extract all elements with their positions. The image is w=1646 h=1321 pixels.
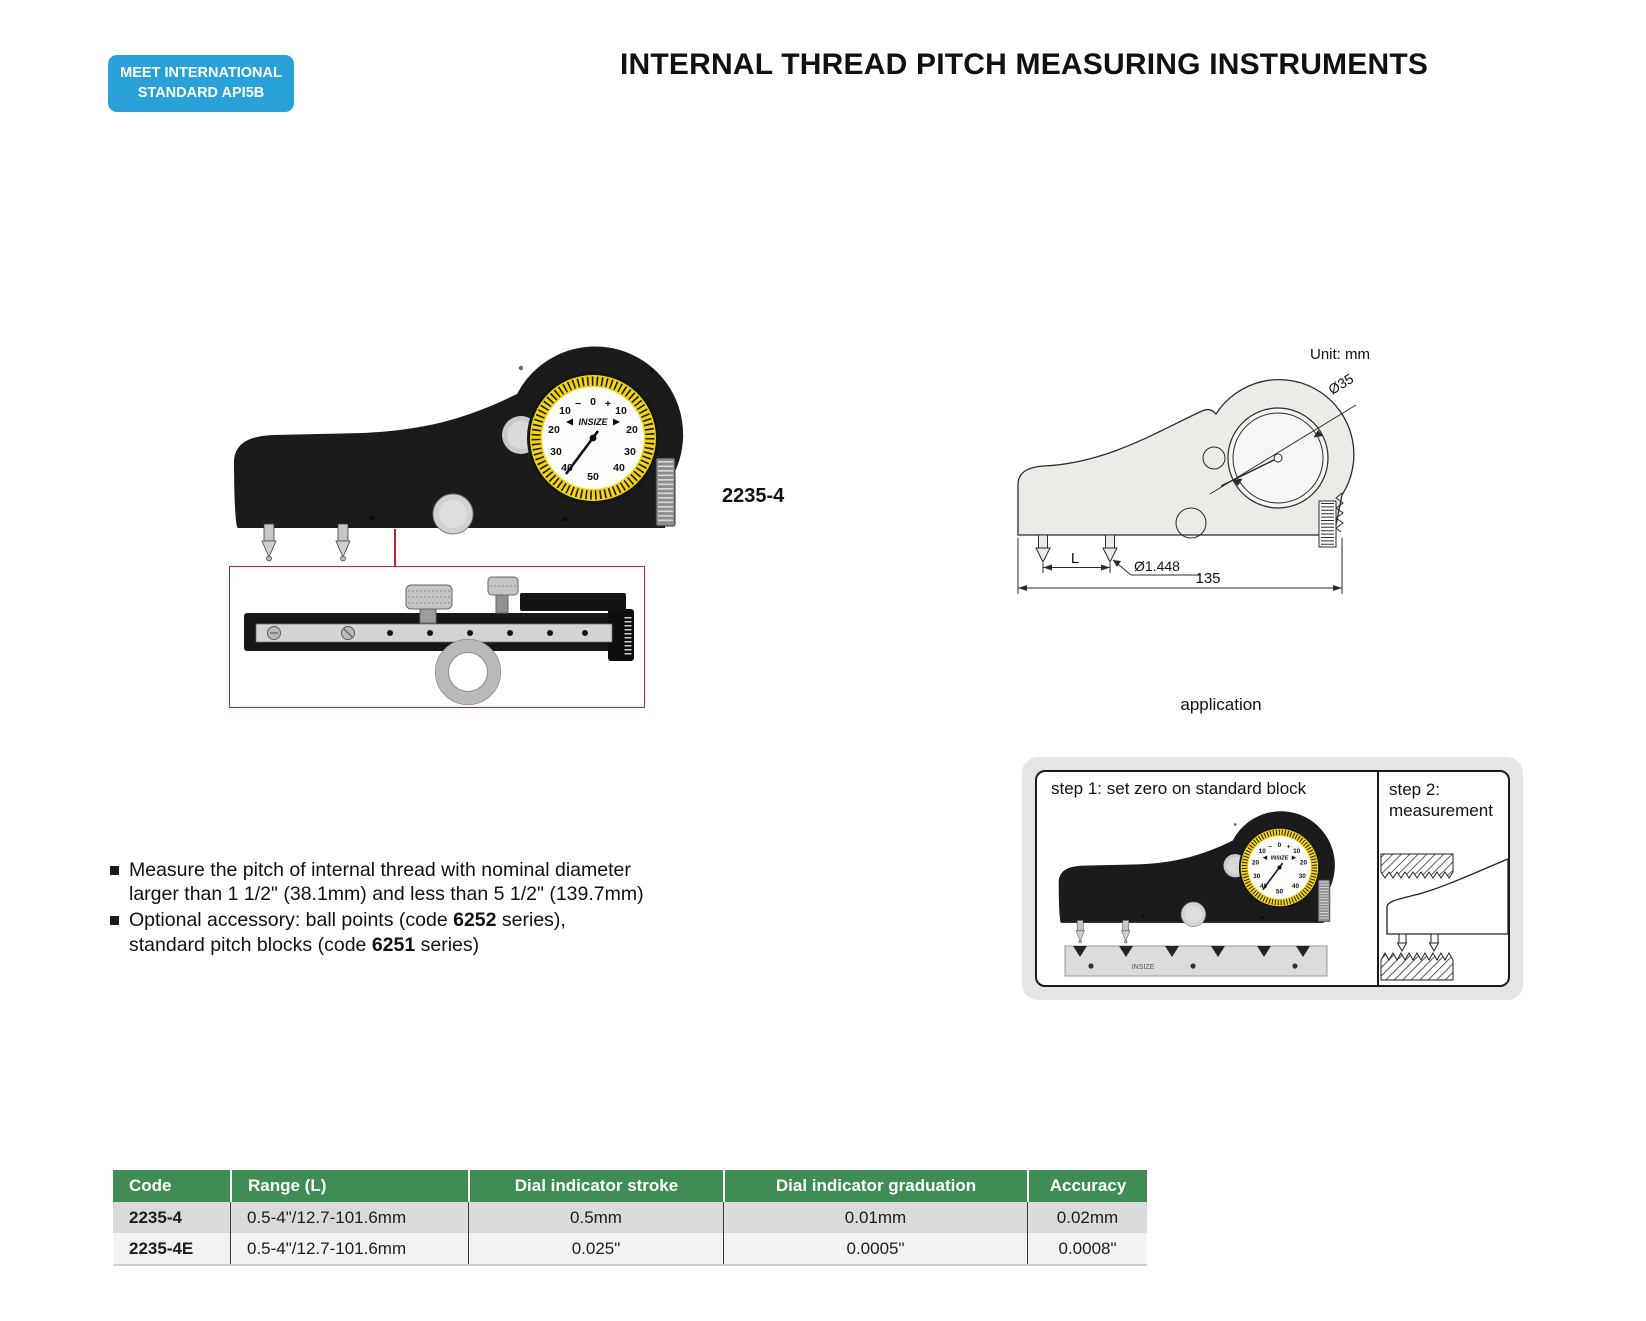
step1-label: step 1: set zero on standard block [1051,779,1307,798]
lower-thread-block [1381,953,1453,980]
unit-label: Unit: mm [1310,346,1370,363]
table-header-row [113,1170,1147,1202]
feature-list [110,858,730,959]
callout-connector-line [394,529,396,567]
step2-label: step 2: measurement [1389,780,1493,821]
col-header-code: Code [113,1170,230,1202]
dim-overall-length: 135 [1195,570,1221,587]
col-header-stroke: Dial indicator stroke [468,1170,723,1202]
small-knob [488,577,518,613]
dim-dial-diameter: Ø35 [1325,370,1357,398]
col-header-range: Range (L) [230,1170,468,1202]
application-box [1022,757,1523,1000]
standard-block [1065,946,1327,976]
cell-code: 2235-4 [113,1202,230,1233]
upper-thread-block [1381,854,1453,878]
table-row [113,1233,1147,1264]
col-header-graduation: Dial indicator graduation [723,1170,1027,1202]
cell-code: 2235-4E [113,1233,230,1264]
cell-range: 0.5-4"/12.7-101.6mm [230,1202,468,1233]
accessory-photo [230,567,643,706]
step2-illustration [1379,774,1510,985]
cell-graduation: 0.0005" [723,1233,1027,1264]
cell-accuracy: 0.0008" [1027,1233,1147,1264]
cell-stroke: 0.025" [468,1233,723,1264]
page-title: INTERNAL THREAD PITCH MEASURING INSTRUMENTS [620,48,1429,81]
product-code-label: 2235-4 [722,485,785,507]
dim-tip-diameter: Ø1.448 [1134,558,1180,574]
list-item: Optional accessory: ball points (code 6252 series), standard pitch blocks (code 6251 series) [110,908,730,956]
standard-badge [108,55,294,112]
table-row [113,1202,1147,1233]
block-brand: INSIZE [1131,964,1155,971]
cell-range: 0.5-4"/12.7-101.6mm [230,1233,468,1264]
badge-line2: STANDARD API5B [137,84,265,101]
step1-illustration [1043,806,1368,983]
cell-accuracy: 0.02mm [1027,1202,1147,1233]
col-header-accuracy: Accuracy [1027,1170,1147,1202]
accessory-callout-box [229,566,645,708]
application-heading: application [1180,695,1262,714]
application-panel [1035,770,1510,987]
bullet-icon [110,916,119,925]
list-item: Measure the pitch of internal thread with nominal diameter larger than 1 1/2" (38.1mm) and less than 5 1/2" (139.7mm) [110,858,730,906]
cell-stroke: 0.5mm [468,1202,723,1233]
spec-table [113,1170,1147,1266]
dim-L: L [1070,550,1080,567]
badge-line1: MEET INTERNATIONAL [120,64,282,81]
bullet-icon [110,866,119,875]
technical-drawing [958,335,1390,607]
cell-graduation: 0.01mm [723,1202,1027,1233]
product-photo [228,338,698,568]
